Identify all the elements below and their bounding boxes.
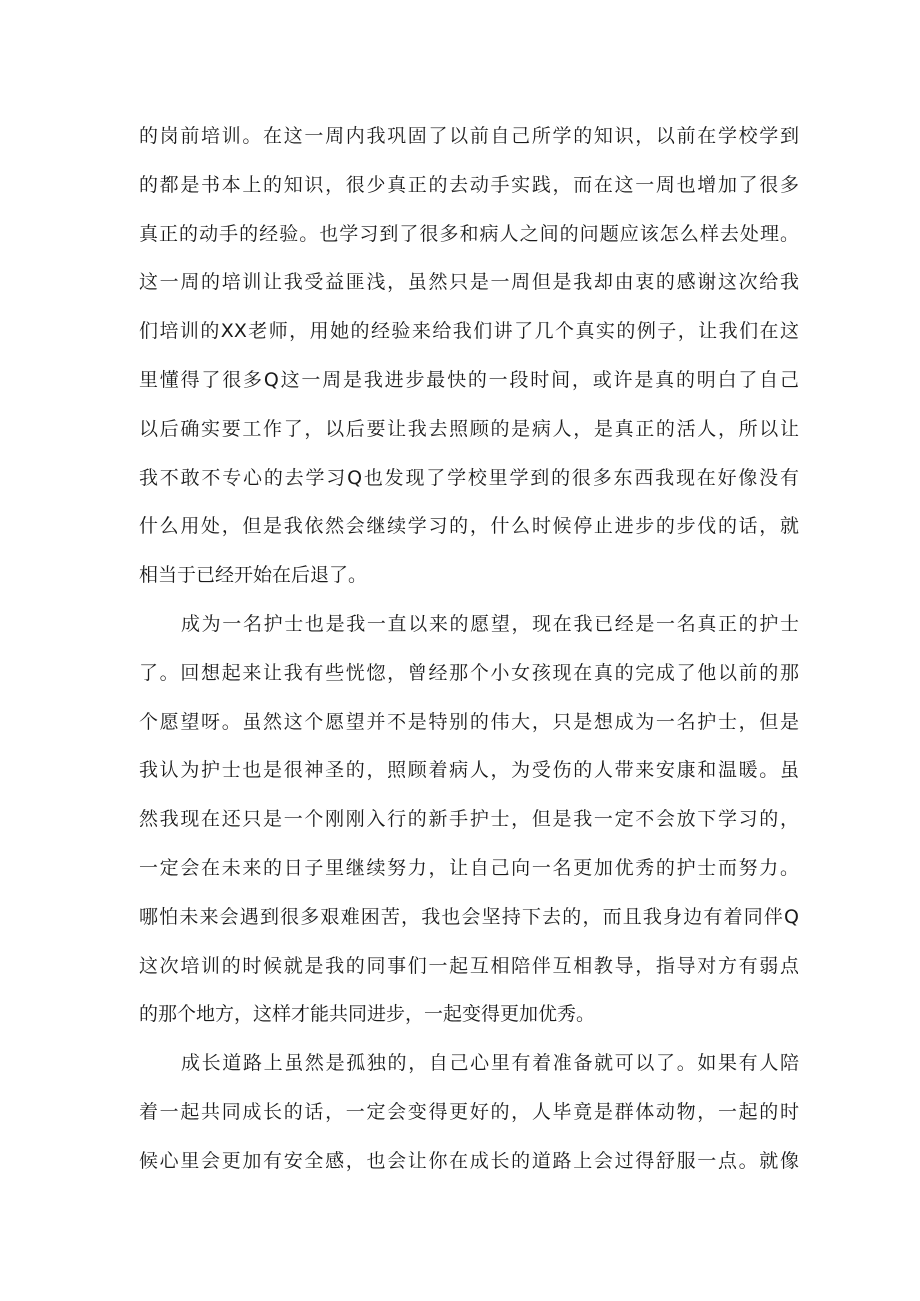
text-line: 什么用处，但是我依然会继续学习的，什么时候停止进步的步伐的话，就 — [139, 515, 799, 538]
text-line: 候心里会更加有安全感，也会让你在成长的道路上会过得舒服一点。就像 — [139, 1149, 799, 1172]
paragraph-1 — [139, 112, 799, 600]
text-line: 我认为护士也是很神圣的，照顾着病人，为受伤的人带来安康和温暖。虽 — [139, 759, 799, 782]
paragraph-3 — [139, 1039, 799, 1185]
text-line: 这一周的培训让我受益匪浅，虽然只是一周但是我却由衷的感谢这次给我 — [139, 271, 799, 294]
text-line: 的那个地方，这样才能共同进步，一起变得更加优秀。 — [139, 1003, 596, 1026]
text-line: 真正的动手的经验。也学习到了很多和病人之间的问题应该怎么样去处理。 — [139, 222, 799, 245]
text-line: 成为一名护士也是我一直以来的愿望，现在我已经是一名真正的护士 — [181, 612, 799, 635]
text-line: 这次培训的时候就是我的同事们一起互相陪伴互相教导，指导对方有弱点 — [139, 954, 799, 977]
text-line: 一定会在未来的日子里继续努力，让自己向一名更加优秀的护士而努力。 — [139, 856, 799, 879]
text-line: 哪怕未来会遇到很多艰难困苦，我也会坚持下去的，而且我身边有着同伴Q — [139, 905, 799, 928]
text-line: 以后确实要工作了，以后要让我去照顾的是病人，是真正的活人，所以让 — [139, 417, 799, 440]
text-line: 相当于已经开始在后退了。 — [139, 564, 368, 587]
paragraph-2 — [139, 600, 799, 1039]
text-line: 我不敢不专心的去学习Q也发现了学校里学到的很多东西我现在好像没有 — [139, 466, 799, 489]
text-line: 着一起共同成长的话，一定会变得更好的，人毕竟是群体动物，一起的时 — [139, 1100, 799, 1123]
text-line: 们培训的XX老师，用她的经验来给我们讲了几个真实的例子，让我们在这 — [139, 320, 799, 343]
body-text — [139, 112, 799, 1186]
text-line: 了。回想起来让我有些恍惚，曾经那个小女孩现在真的完成了他以前的那 — [139, 661, 799, 684]
text-line: 的岗前培训。在这一周内我巩固了以前自己所学的知识，以前在学校学到 — [139, 125, 799, 147]
text-line: 个愿望呀。虽然这个愿望并不是特别的伟大，只是想成为一名护士，但是 — [139, 710, 799, 733]
text-line: 然我现在还只是一个刚刚入行的新手护士，但是我一定不会放下学习的， — [139, 808, 799, 831]
text-line: 成长道路上虽然是孤独的，自己心里有着准备就可以了。如果有人陪 — [181, 1052, 799, 1075]
text-line: 里懂得了很多Q这一周是我进步最快的一段时间，或许是真的明白了自己 — [139, 368, 799, 391]
text-line: 的都是书本上的知识，很少真正的去动手实践，而在这一周也增加了很多 — [139, 173, 799, 196]
